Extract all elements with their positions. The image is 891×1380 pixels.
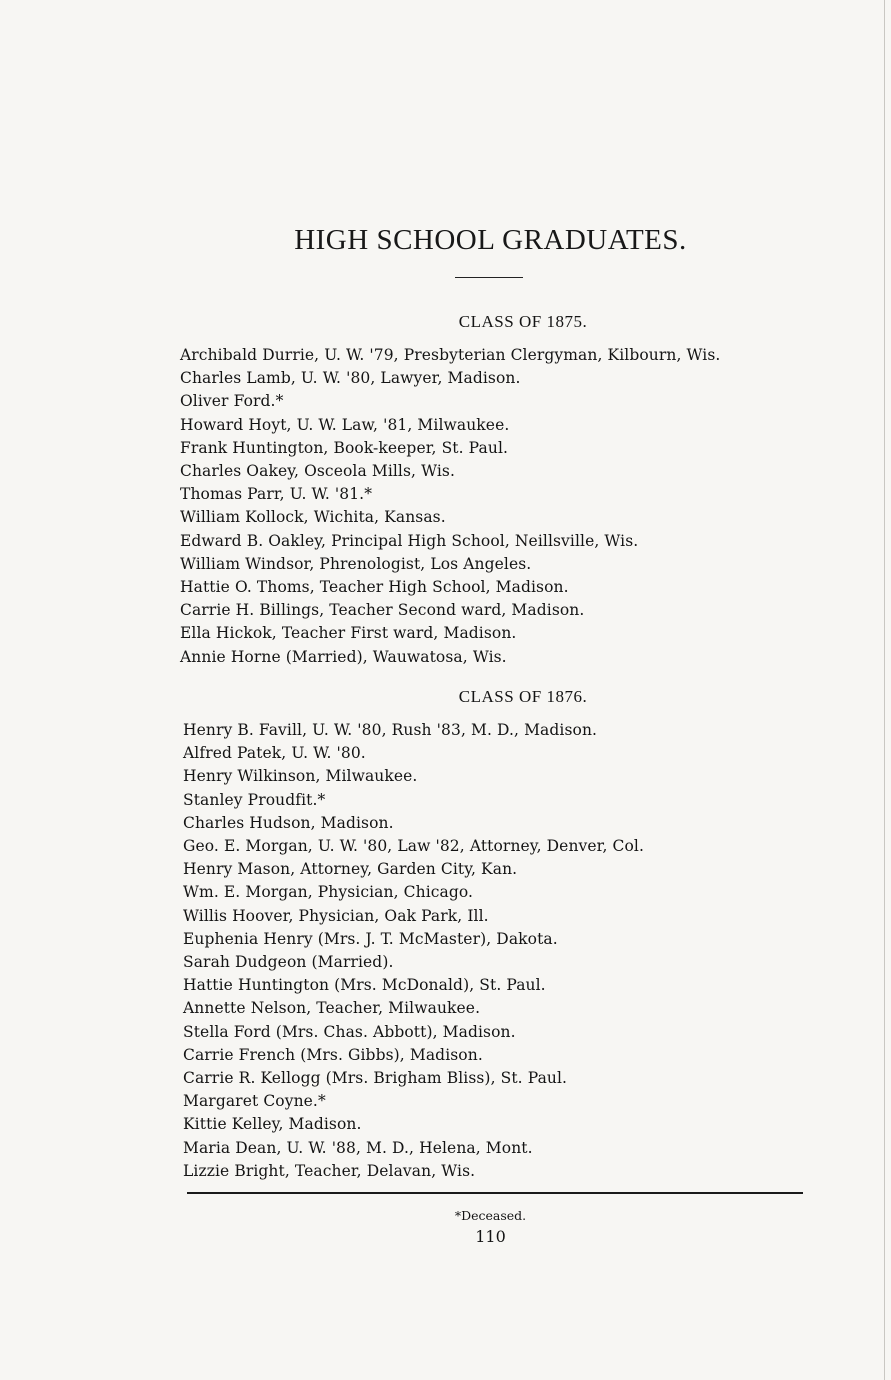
graduate-entry: Oliver Ford.* <box>180 392 284 411</box>
graduate-entry: Euphenia Henry (Mrs. J. T. McMaster), Dakota. <box>183 929 558 948</box>
graduate-entry: Henry B. Favill, U. W. '80, Rush '83, M. D., Madison. <box>183 721 598 739</box>
graduate-entry: Thomas Parr, U. W. '81.* <box>180 485 373 504</box>
graduate-entry: Stanley Proudfit.* <box>183 790 326 809</box>
graduate-entry: William Kollock, Wichita, Kansas. <box>180 508 446 527</box>
graduate-entry: Henry Wilkinson, Milwaukee. <box>183 767 418 786</box>
graduate-entry: Charles Oakey, Osceola Mills, Wis. <box>180 462 455 481</box>
section-heading-1876: CLASS OF 1876. <box>458 687 588 706</box>
graduate-entry: Charles Lamb, U. W. '80, Lawyer, Madison. <box>180 369 521 388</box>
graduate-entry: Carrie R. Kellogg (Mrs. Brigham Bliss), St. Paul. <box>183 1069 568 1088</box>
graduate-entry: Howard Hoyt, U. W. Law, '81, Milwaukee. <box>180 415 510 434</box>
graduate-entry: Annette Nelson, Teacher, Milwaukee. <box>183 999 481 1018</box>
page-number: 110 <box>475 1227 506 1246</box>
graduate-entry: Margaret Coyne.* <box>183 1092 326 1111</box>
title-rule <box>455 277 523 278</box>
graduate-entry: Stella Ford (Mrs. Chas. Abbott), Madison. <box>183 1022 516 1041</box>
graduate-entry: Carrie H. Billings, Teacher Second ward, Madison. <box>180 601 585 620</box>
graduate-entry: Henry Mason, Attorney, Garden City, Kan. <box>183 860 518 879</box>
graduate-entry: Annie Horne (Married), Wauwatosa, Wis. <box>180 647 507 666</box>
graduate-entry: Sarah Dudgeon (Married). <box>183 953 394 972</box>
graduate-entry: Hattie Huntington (Mrs. McDonald), St. Paul. <box>183 976 546 995</box>
graduate-entry: Wm. E. Morgan, Physician, Chicago. <box>183 883 474 902</box>
graduate-entry: Charles Hudson, Madison. <box>183 813 394 832</box>
graduate-entry: Willis Hoover, Physician, Oak Park, Ill. <box>183 906 489 925</box>
graduate-entry: Hattie O. Thoms, Teacher High School, Madison. <box>180 578 569 597</box>
footer-rule <box>187 1192 803 1194</box>
footnote-deceased: *Deceased. <box>454 1208 527 1223</box>
section-heading-1875: CLASS OF 1875. <box>458 312 588 331</box>
graduate-list-1875 <box>180 344 720 669</box>
graduate-entry: Maria Dean, U. W. '88, M. D., Helena, Mont. <box>183 1138 533 1157</box>
graduate-entry: William Windsor, Phrenologist, Los Angeles. <box>180 554 532 573</box>
graduate-entry: Frank Huntington, Book-keeper, St. Paul. <box>180 438 509 457</box>
graduate-entry: Carrie French (Mrs. Gibbs), Madison. <box>183 1045 483 1064</box>
graduate-entry: Lizzie Bright, Teacher, Delavan, Wis. <box>183 1161 476 1180</box>
graduate-entry: Kittie Kelley, Madison. <box>183 1115 362 1134</box>
page-title: HIGH SCHOOL GRADUATES. <box>294 224 687 256</box>
graduate-entry: Alfred Patek, U. W. '80. <box>183 744 366 763</box>
graduate-entry: Edward B. Oakley, Principal High School, Neillsville, Wis. <box>180 531 639 550</box>
graduate-list-1876 <box>183 719 644 1183</box>
graduate-entry: Geo. E. Morgan, U. W. '80, Law '82, Attorney, Denver, Col. <box>183 837 644 856</box>
graduate-entry: Archibald Durrie, U. W. '79, Presbyterian Clergyman, Kilbourn, Wis. <box>180 346 721 364</box>
graduate-entry: Ella Hickok, Teacher First ward, Madison. <box>180 624 517 643</box>
